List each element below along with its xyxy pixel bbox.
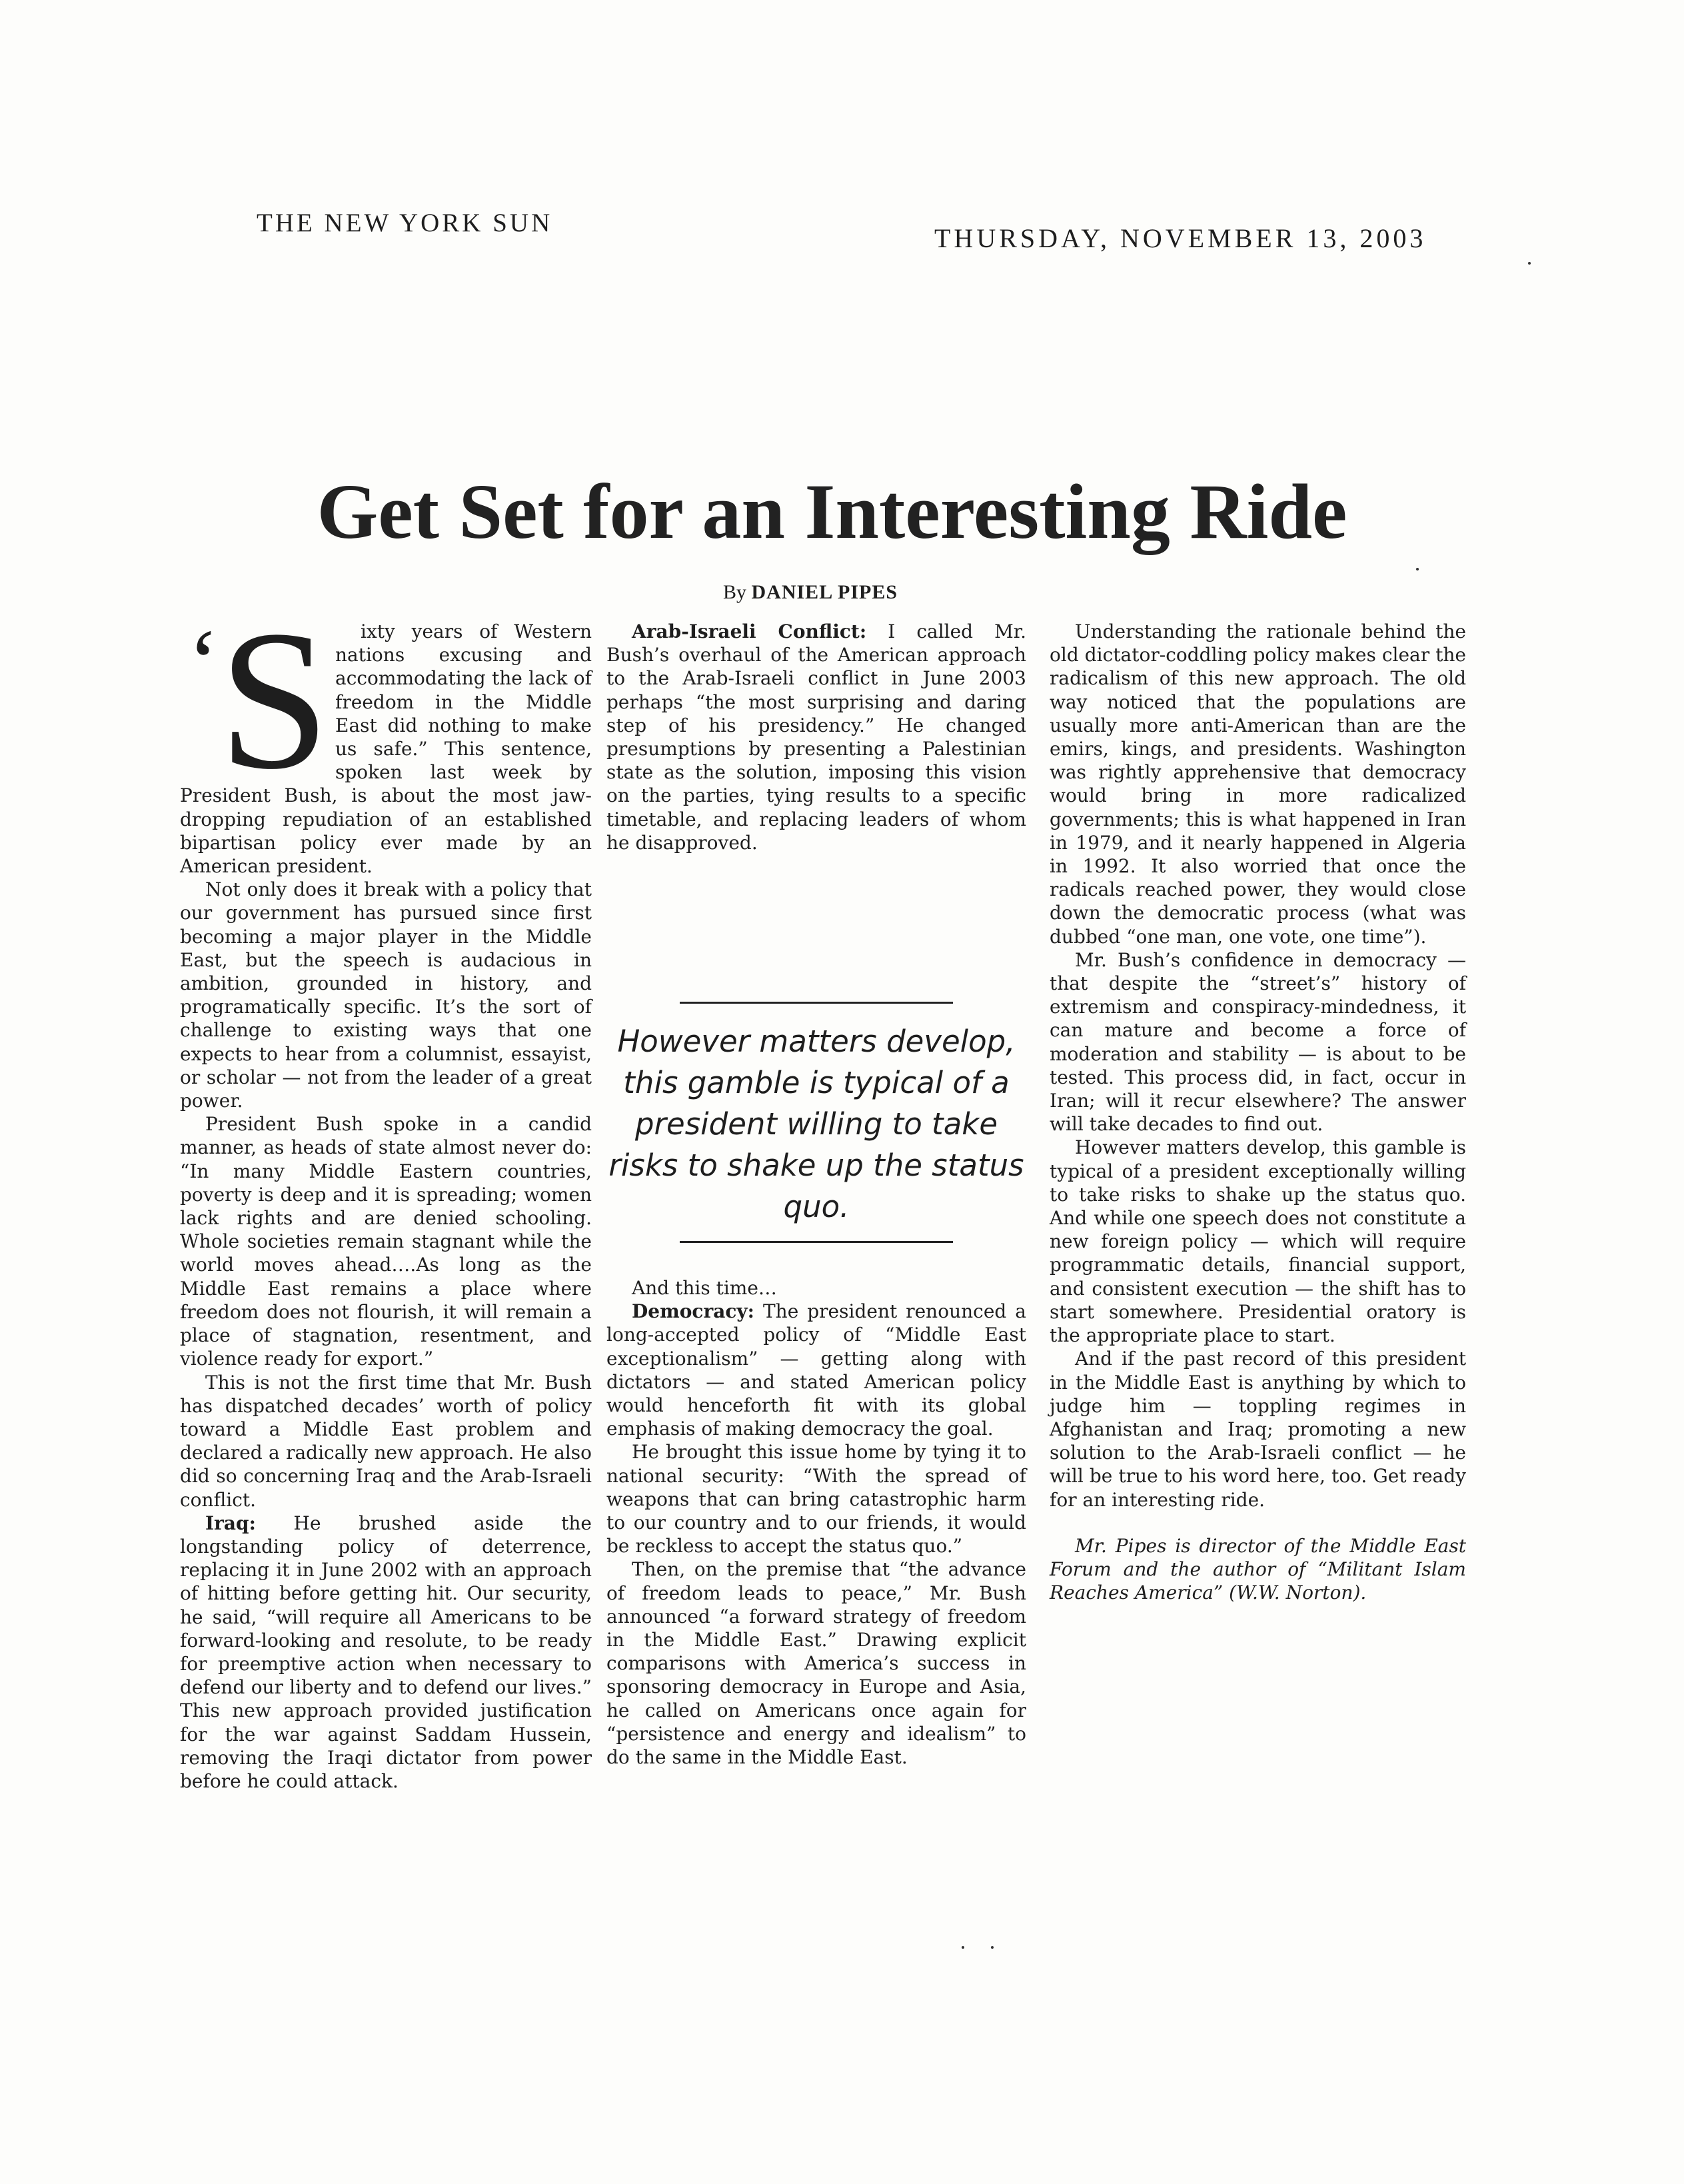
paragraph-body: I called Mr. Bush’s overhaul of the American approach to the Arab-Israeli conflict in June 2003 perhaps “the most surprising and daring step of his presidency.” He changed presumptions by presenting a Palestinian state as the solution, imposing this vision on the parties, tying results to a specific timetable, and replacing leaders of whom he disapproved. bbox=[606, 620, 1027, 854]
paragraph-democracy bbox=[606, 1300, 1026, 1440]
lead-paragraph: ixty years of Western nations excusing and accommodating the lack of freedom in the Middle East did nothing to make us safe.” This sentence, spoken last week by President Bush, is about the most jaw-dropping repudiation of an established bipartisan policy ever made by an American president. bbox=[180, 620, 592, 878]
speck bbox=[1528, 262, 1531, 265]
byline-prefix: By bbox=[723, 581, 747, 603]
column-2 bbox=[606, 620, 1026, 854]
headline-text: Get Set for an Interesting Ride bbox=[317, 468, 1347, 555]
headline bbox=[0, 467, 1684, 557]
speck bbox=[1416, 568, 1419, 570]
paragraph: This is not the first time that Mr. Bush has dispatched decades’ worth of policy toward a Middle East problem and declared a radically new approach. He also did so concerning Iraq and the Arab-Israeli conflict. bbox=[180, 1371, 592, 1511]
paragraph: And if the past record of this president in the Middle East is anything by which to judge him — toppling regimes in Afghanistan and Iraq; promoting a new solution to the Arab-Israeli conflict — he will be true to his word here, too. Get ready for an interesting ride. bbox=[1050, 1348, 1466, 1511]
newspaper-name: THE NEW YORK SUN bbox=[257, 209, 553, 237]
pull-quote-text: However matters develop, this gamble is typical of a president willing to take risks to shake up the status quo. bbox=[608, 1024, 1024, 1224]
paragraph: Not only does it break with a policy that our government has pursued since first becoming a major player in the Middle East, but the speech is audacious in ambition, grounded in history, and programatically specific. It’s the sort of challenge to existing ways that one expects to hear from a columnist, essayist, or scholar — not from the leader of a great power. bbox=[180, 878, 592, 1112]
paragraph-arab-israeli bbox=[606, 620, 1026, 854]
paragraph-body: He brushed aside the longstanding policy of deterrence, replacing it in June 2002 with an approach of hitting before getting hit. Our security, he said, “will require all Americans to be forward-looking and resolute, to be ready for preemptive action when necessary to defend our liberty and to defend our lives.” This new approach provided justification for the war against Saddam Hussein, removing the Iraqi dictator from power before he could attack. bbox=[180, 1512, 592, 1792]
run-in-heading: Arab-Israeli Conflict: bbox=[632, 620, 867, 642]
speck bbox=[962, 1946, 964, 1949]
drop-cap-quote: ‘ bbox=[188, 610, 219, 714]
pull-quote-rule-bottom bbox=[680, 1241, 953, 1243]
paragraph: And this time… bbox=[632, 1277, 777, 1299]
author-name: DANIEL PIPES bbox=[751, 581, 898, 603]
column-1 bbox=[180, 589, 592, 1793]
run-in-heading: Iraq: bbox=[205, 1512, 256, 1534]
pull-quote-rule-top bbox=[680, 1002, 953, 1004]
paragraph: However matters develop, this gamble is typical of a president exceptionally willing to take risks to shake up the status quo. And while one speech does not constitute a new foreign policy — which will require programmatic details, financial support, and consistent execution — the shift has to start somewhere. Presidential oratory is the appropriate place to start. bbox=[1050, 1136, 1466, 1347]
author-bio: Mr. Pipes is director of the Middle East Forum and the author of “Militant Islam Reaches America” (W.W. Norton). bbox=[1050, 1534, 1466, 1604]
issue-date: THURSDAY, NOVEMBER 13, 2003 bbox=[934, 223, 1427, 253]
byline bbox=[723, 581, 898, 604]
drop-cap-letter: S bbox=[219, 589, 330, 810]
paragraph: President Bush spoke in a candid manner, as heads of state almost never do: “In many Middle Eastern countries, poverty is deep and it is spreading; women lack rights and are denied schooling. Whole societies remain stagnant while the world moves ahead….As long as the Middle East remains a place where freedom does not flourish, it will remain a place of stagnation, resentment, and violence ready for export.” bbox=[180, 1113, 592, 1370]
speck bbox=[991, 1946, 994, 1949]
run-in-heading: Democracy: bbox=[632, 1300, 754, 1323]
paragraph: He brought this issue home by tying it to national security: “With the spread of weapons that can bring catastrophic harm to our country and to our friends, it would be reckless to accept the status quo.” bbox=[606, 1441, 1026, 1558]
paragraph: Understanding the rationale behind the old dictator-coddling policy makes clear the radicalism of this new approach. The old way noticed that the populations are usually more anti-American than are the emirs, kings, and presidents. Washington was rightly apprehensive that democracy would bring in more radicalized governments; this is what happened in Iran in 1979, and it nearly happened in Algeria in 1992. It also worried that once the radicals reached power, they would close down the democratic process (what was dubbed “one man, one vote, one time”). bbox=[1050, 620, 1466, 948]
pull-quote bbox=[606, 1002, 1026, 1243]
paragraph: Then, on the premise that “the advance of freedom leads to peace,” Mr. Bush announced “a forward strategy of freedom in the Middle East.” Drawing explicit comparisons with America’s success in sponsoring democracy in Europe and Asia, he called on Americans once again for “persistence and energy and idealism” to do the same in the Middle East. bbox=[606, 1558, 1026, 1769]
paragraph-iraq bbox=[180, 1512, 592, 1793]
paragraph: Mr. Bush’s confidence in democracy — that despite the “street’s” history of extremism and conspiracy-mindedness, it can mature and become a force of moderation and stability — is about to be tested. This process did, in fact, occur in Iran; will it recur elsewhere? The answer will take decades to find out. bbox=[1050, 948, 1466, 1136]
paragraph-body: The president renounced a long-accepted policy of “Middle East exceptionalism” — getting along with dictators — and stated American policy would henceforth fit with its global emphasis of making democracy the goal. bbox=[606, 1300, 1026, 1440]
column-2-lower bbox=[606, 1276, 1026, 1769]
drop-cap bbox=[180, 589, 330, 810]
column-3 bbox=[1050, 620, 1466, 1604]
